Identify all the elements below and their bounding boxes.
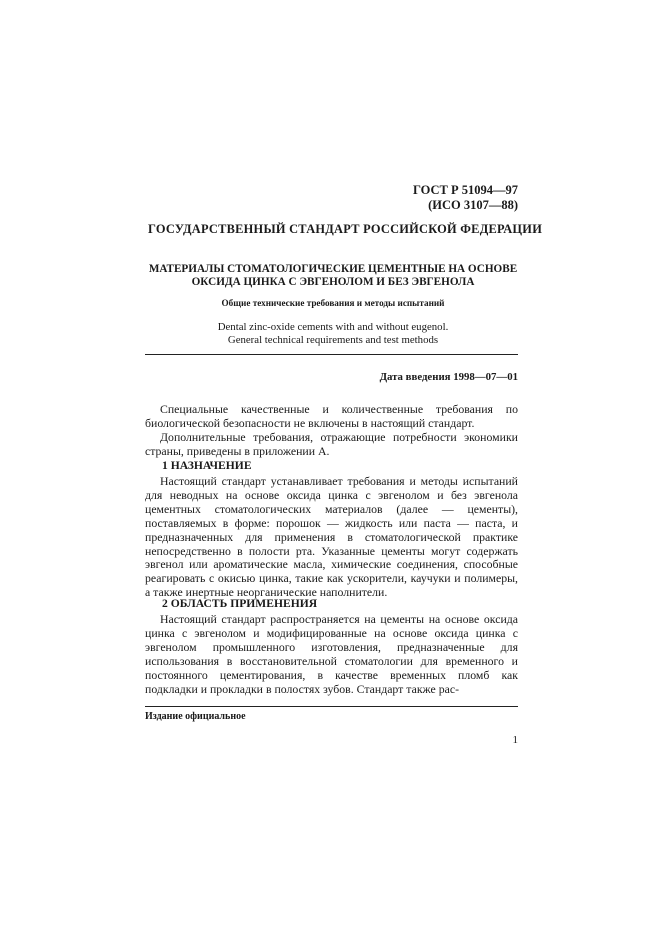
section-2-text: Настоящий стандарт распространяется на цементы на основе оксида цинка с эвгенолом и модифицированные на основе оксида цинка с эвгенолом промышленного изготовления, предназначенные для использования в восстановительной стоматологии для временного и постоянного цементирования, в качестве временных пломб как подкладки и прокладки в полостях зубов. Стандарт также рас- <box>145 612 518 696</box>
gost-number: ГОСТ Р 51094—97 <box>412 183 518 197</box>
document-subtitle: Общие технические требования и методы испытаний <box>221 298 445 308</box>
english-title <box>148 321 518 347</box>
document-title <box>148 263 518 288</box>
page-number: 1 <box>512 734 518 746</box>
intro-paragraph-2: Дополнительные требования, отражающие потребности экономики страны, приведены в приложении А. <box>145 430 518 458</box>
english-title-line2: General technical requirements and test methods <box>227 334 439 346</box>
section-1-text: Настоящий стандарт устанавливает требования и методы испытаний для неводных на основе оксида цинка с эвгенолом и без эвгенола цементных стоматологических материалов (далее — цементы), поставляемых в форме: порошок — жидкость или паста — паста, и предназначенных для применения в стоматологической практике непосредственно в полости рта. Указанные цементы могут содержать эвгенол или ароматические масла, химические соединения, способные реагировать с окисью цинка, такие как ускорители, каучуки и полимеры, а также инертные неорганические наполнители. <box>145 474 518 600</box>
footer-divider <box>145 706 518 707</box>
edition-label: Издание официальное <box>145 711 246 722</box>
document-title-line2: ОКСИДА ЦИНКА С ЭВГЕНОЛОМ И БЕЗ ЭВГЕНОЛА <box>191 275 475 288</box>
standard-title: ГОСУДАРСТВЕННЫЙ СТАНДАРТ РОССИЙСКОЙ ФЕДЕРАЦИИ <box>148 222 543 236</box>
title-divider <box>145 354 518 355</box>
effective-date: Дата введения 1998—07—01 <box>379 371 518 383</box>
section-1-heading: 1 НАЗНАЧЕНИЕ <box>162 459 252 472</box>
intro-paragraph-1: Специальные качественные и количественные требования по биологической безопасности не включены в настоящий стандарт. <box>145 402 518 430</box>
document-title-line1: МАТЕРИАЛЫ СТОМАТОЛОГИЧЕСКИЕ ЦЕМЕНТНЫЕ НА ОСНОВЕ <box>148 263 518 275</box>
english-title-line1: Dental zinc-oxide cements with and without eugenol. <box>217 321 449 333</box>
iso-number: (ИСО 3107—88) <box>428 198 518 212</box>
gost-designation <box>384 183 518 213</box>
section-2-heading: 2 ОБЛАСТЬ ПРИМЕНЕНИЯ <box>162 597 318 610</box>
